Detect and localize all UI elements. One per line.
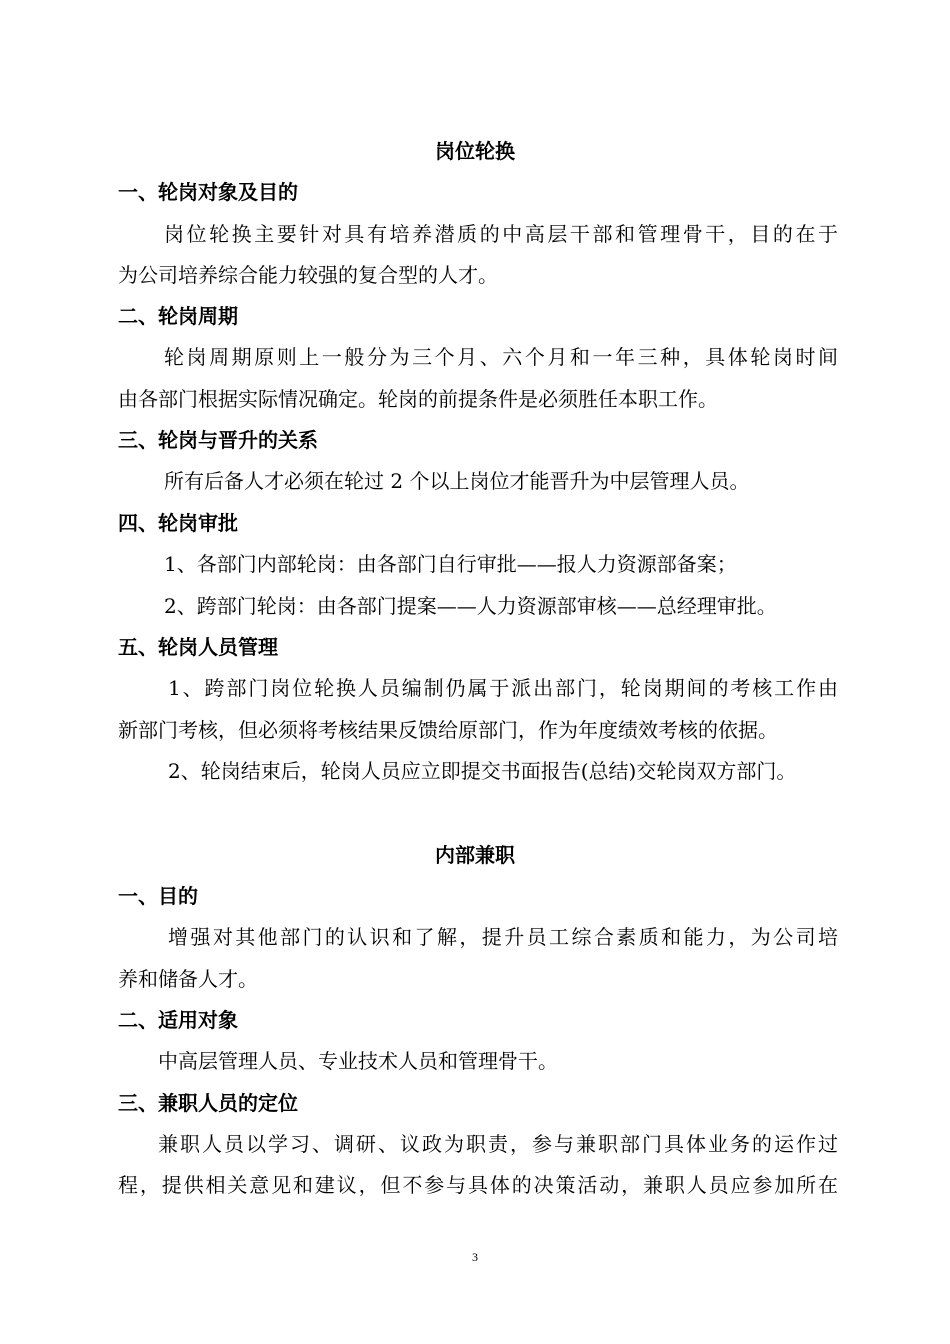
- paragraph-line: 兼职人员以学习、调研、议政为职责，参与兼职部门具体业务的运作过: [158, 1132, 838, 1156]
- list-item: 2、跨部门轮岗：由各部门提案——人力资源部审核——总经理审批。: [164, 594, 777, 618]
- paragraph-line: 由各部门根据实际情况确定。轮岗的前提条件是必须胜任本职工作。: [118, 387, 718, 411]
- paragraph-line: 养和储备人才。: [118, 967, 258, 991]
- paragraph-line: 新部门考核，但必须将考核结果反馈给原部门，作为年度绩效考核的依据。: [118, 718, 778, 742]
- list-item: 1、各部门内部轮岗：由各部门自行审批——报人力资源部备案；: [164, 552, 737, 576]
- page-number: 3: [472, 1250, 478, 1264]
- heading-rotation-approval: 四、轮岗审批: [118, 511, 238, 535]
- paragraph-line: 为公司培养综合能力较强的复合型的人才。: [118, 263, 498, 287]
- heading-rotation-promotion: 三、轮岗与晋升的关系: [118, 428, 318, 452]
- paragraph-line: 所有后备人才必须在轮过 2 个以上岗位才能晋升为中层管理人员。: [164, 469, 750, 493]
- heading-rotation-period: 二、轮岗周期: [118, 304, 238, 328]
- heading-rotation-target: 一、轮岗对象及目的: [118, 180, 298, 204]
- paragraph-line: 中高层管理人员、专业技术人员和管理骨干。: [158, 1049, 558, 1073]
- paragraph-line: 轮岗周期原则上一般分为三个月、六个月和一年三种，具体轮岗时间: [164, 345, 838, 369]
- heading-parttime-purpose: 一、目的: [118, 884, 198, 908]
- heading-rotation-management: 五、轮岗人员管理: [118, 635, 278, 659]
- paragraph-line: 增强对其他部门的认识和了解，提升员工综合素质和能力，为公司培: [168, 925, 838, 949]
- paragraph-line: 程，提供相关意见和建议，但不参与具体的决策活动，兼职人员应参加所在: [118, 1173, 838, 1197]
- section-title-rotation: 岗位轮换: [435, 139, 515, 163]
- paragraph-line: 岗位轮换主要针对具有培养潜质的中高层干部和管理骨干，目的在于: [164, 222, 838, 246]
- section-title-parttime: 内部兼职: [435, 843, 515, 867]
- paragraph-line: 2、轮岗结束后，轮岗人员应立即提交书面报告(总结)交轮岗双方部门。: [168, 759, 797, 783]
- heading-parttime-role: 三、兼职人员的定位: [118, 1091, 298, 1115]
- paragraph-line: 1、跨部门岗位轮换人员编制仍属于派出部门，轮岗期间的考核工作由: [168, 676, 838, 700]
- heading-parttime-scope: 二、适用对象: [118, 1008, 238, 1032]
